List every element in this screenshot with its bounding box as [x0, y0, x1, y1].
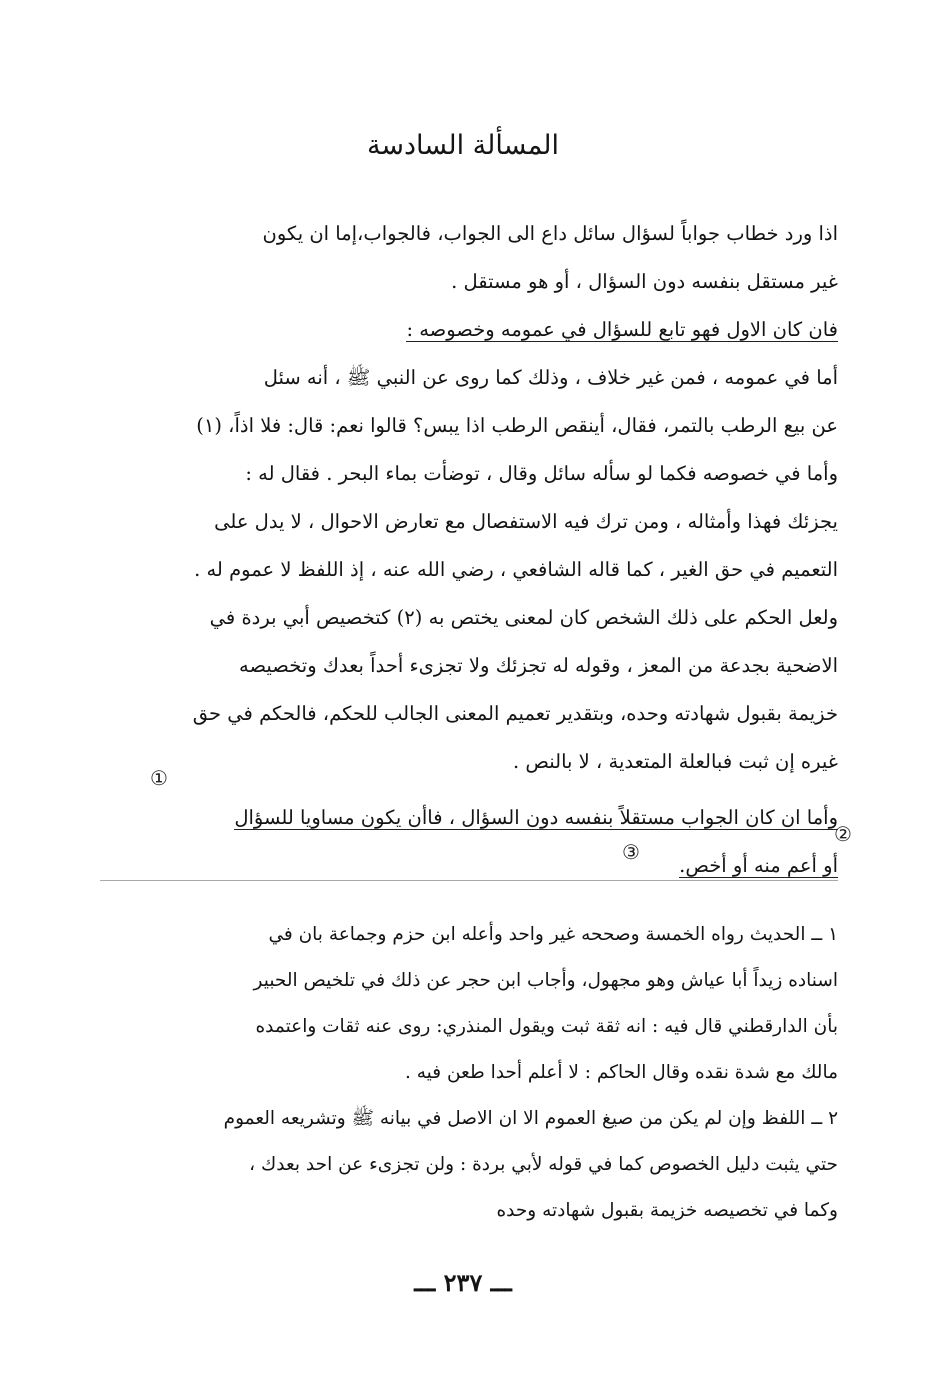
footnote-line: وكما في تخصيصه خزيمة بقبول شهادته وحده — [496, 1200, 838, 1221]
text-line: غيره إن ثبت فبالعلة المتعدية ، لا بالنص . — [513, 750, 838, 773]
footnote-line: ١ ــ الحديث رواه الخمسة وصححه غير واحد وأعله ابن حزم وجماعة بان في — [268, 924, 838, 945]
underlined-text: فان كان الاول فهو تابع للسؤال في عمومه وخصوصه : — [406, 318, 838, 341]
text-line — [100, 842, 838, 890]
underlined-text: وأما ان كان الجواب مستقلاً بنفسه دون السؤال ، فاأن يكون مساويا للسؤال — [234, 806, 838, 829]
footnote-line: بأن الدارقطني قال فيه : انه ثقة ثبت ويقول المنذري: روى عنه ثقات واعتمده — [255, 1016, 838, 1037]
text-line: التعميم في حق الغير ، كما قاله الشافعي ، رضي الله عنه ، إذ اللفظ لا عموم له . — [194, 558, 838, 581]
paragraph-3 — [100, 354, 838, 450]
text-line: غير مستقل بنفسه دون السؤال ، أو هو مستقل . — [451, 270, 838, 293]
text-line: أما في عمومه ، فمن غير خلاف ، وذلك كما روى عن النبي ﷺ ، أنه سئل — [263, 366, 838, 389]
underlined-text: أو أعم منه أو أخص. — [679, 854, 838, 877]
text-line: وأما في خصوصه فكما لو سأله سائل وقال ، توضأت بماء البحر . فقال له : — [245, 462, 838, 485]
text-line: عن بيع الرطب بالتمر، فقال، أينقص الرطب اذا يبس؟ قالوا نعم: قال: فلا اذاً، (١) — [196, 414, 838, 437]
footnotes — [100, 912, 838, 1234]
text-line: الاضحية بجدعة من المعز ، وقوله له تجزئك ولا تجزىء أحداً بعدك وتخصيصه — [239, 654, 838, 677]
text-line: ولعل الحكم على ذلك الشخص كان لمعنى يختص به (٢) كتخصيص أبي بردة في — [209, 606, 838, 629]
margin-mark-1: ① — [150, 766, 168, 790]
footnote-line: حتي يثبت دليل الخصوص كما في قوله لأبي بردة : ولن تجزىء عن احد بعدك ، — [249, 1154, 838, 1175]
footnote-2 — [100, 1096, 838, 1234]
paragraph-1 — [100, 210, 838, 306]
footnote-1 — [100, 912, 838, 1096]
paragraph-2 — [100, 306, 838, 354]
text-line: اذا ورد خطاب جواباً لسؤال سائل داع الى الجواب، فالجواب،إما ان يكون — [262, 222, 838, 245]
main-text — [100, 210, 838, 890]
footnote-separator — [100, 880, 838, 881]
footnote-line: ٢ ــ اللفظ وإن لم يكن من صيغ العموم الا ان الاصل في بيانه ﷺ وتشريعه العموم — [223, 1108, 838, 1129]
page-number: ـــ ٢٣٧ ـــ — [414, 1268, 512, 1297]
text-line — [100, 794, 838, 842]
margin-mark-3: ③ — [622, 840, 640, 864]
footnote-line: مالك مع شدة نقده وقال الحاكم : لا أعلم أحدا طعن فيه . — [404, 1062, 838, 1083]
margin-mark-2: ② — [834, 822, 852, 846]
paragraph-4 — [100, 450, 838, 790]
text-line: يجزئك فهذا وأمثاله ، ومن ترك فيه الاستفصال مع تعارض الاحوال ، لا يدل على — [214, 510, 838, 533]
paragraph-5 — [100, 794, 838, 890]
page-heading: المسألة السادسة — [366, 130, 560, 161]
text-line — [100, 306, 838, 354]
text-line: خزيمة بقبول شهادته وحده، وبتقدير تعميم المعنى الجالب للحكم، فالحكم في حق — [192, 702, 838, 725]
footnote-line: اسناده زيداً أبا عياش وهو مجهول، وأجاب ابن حجر عن ذلك في تلخيص الحبير — [253, 970, 838, 991]
